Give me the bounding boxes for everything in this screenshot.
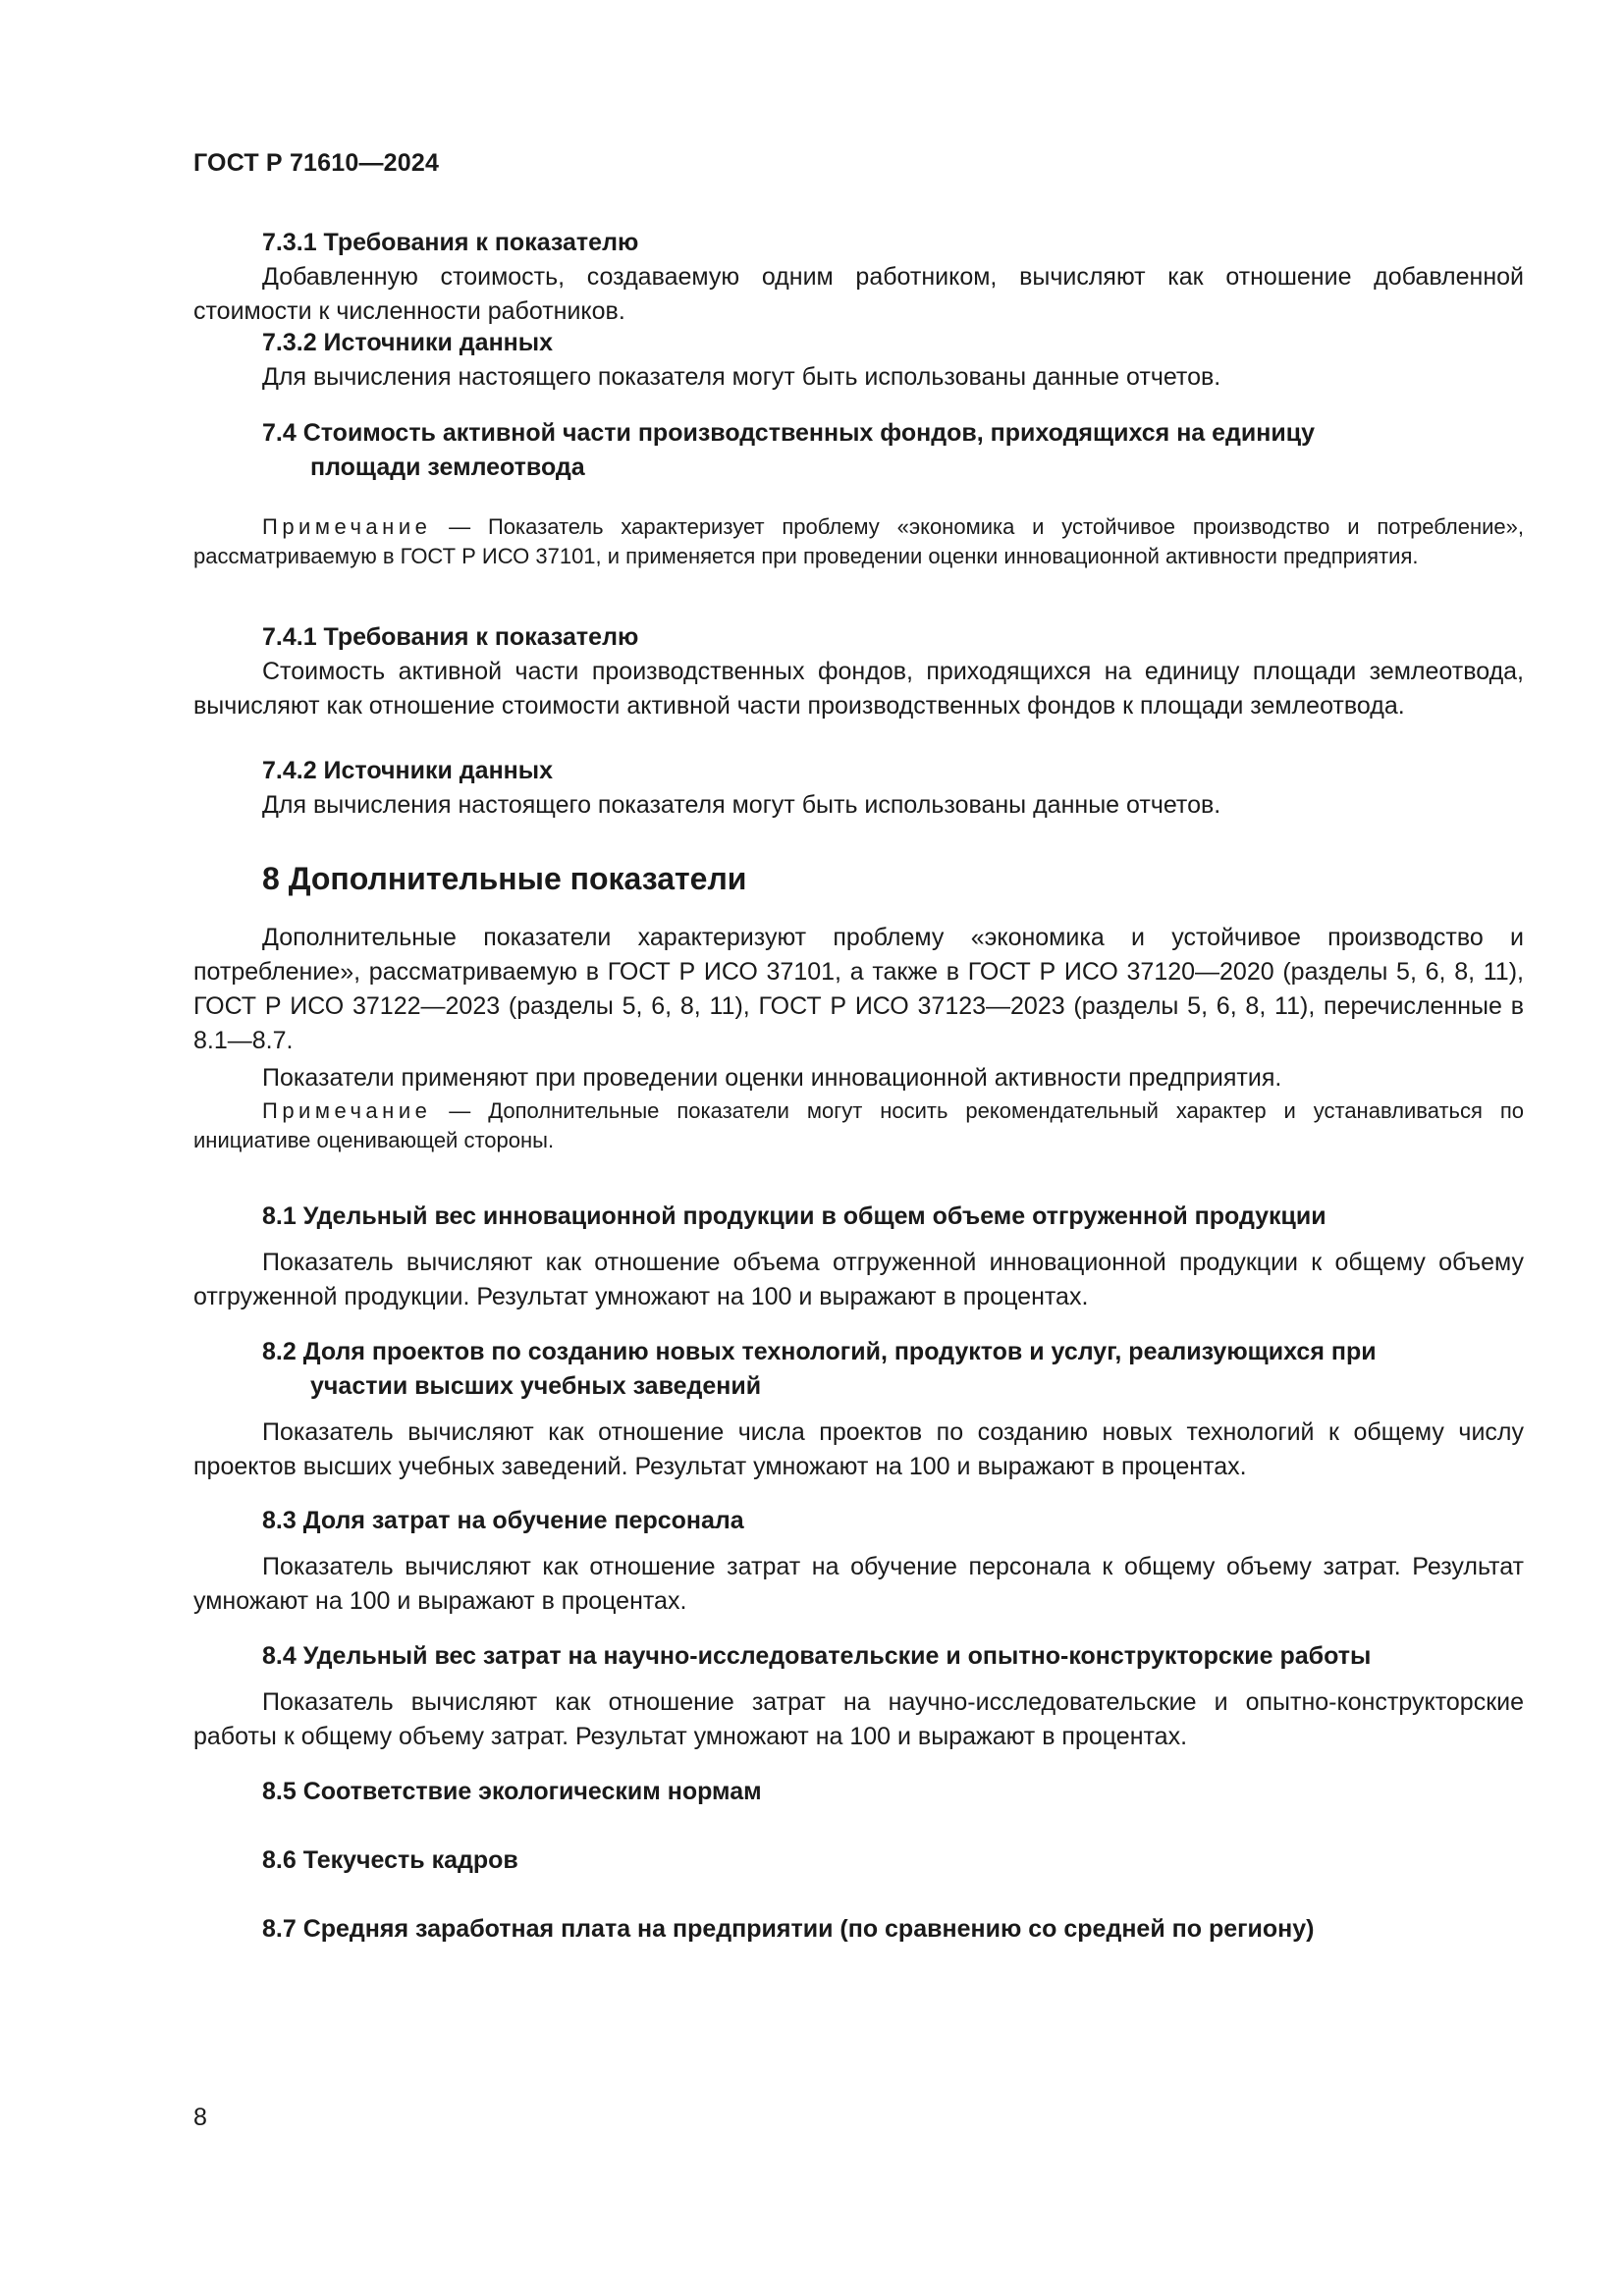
section-8-6-title: 8.6 Текучесть кадров	[262, 1846, 518, 1874]
section-8-3-text: Показатель вычисляют как отношение затрат на обучение персонала к общему объему затрат. Результат умножают на 100 и выражают в процентах.	[193, 1553, 1524, 1615]
section-8-5-title: 8.5 Соответствие экологическим нормам	[262, 1778, 762, 1805]
section-8-note	[193, 1096, 1524, 1155]
section-8-7-title: 8.7 Средняя заработная плата на предприятии (по сравнению со средней по региону)	[262, 1915, 1315, 1943]
section-8-2-text: Показатель вычисляют как отношение числа проектов по созданию новых технологий к общему числу проектов высших учебных заведений. Результат умножают на 100 и выражают в процентах.	[193, 1418, 1524, 1480]
section-7-3-1	[193, 226, 1524, 329]
page-number: 8	[193, 2104, 207, 2131]
section-8-4-title: 8.4 Удельный вес затрат на научно-исследовательские и опытно-конструкторские работы	[262, 1642, 1372, 1670]
section-8-6	[193, 1843, 1524, 1878]
section-7-4-note	[193, 512, 1524, 571]
section-8-7	[193, 1912, 1524, 1947]
section-8	[193, 859, 1524, 898]
section-7-4-1-title: 7.4.1 Требования к показателю	[262, 623, 639, 651]
section-7-4-1	[193, 620, 1524, 723]
section-8-5	[193, 1775, 1524, 1809]
section-8-1-text: Показатель вычисляют как отношение объема отгруженной инновационной продукции к общему объему отгруженной продукции. Результат умножают на 100 и выражают в процентах.	[193, 1249, 1524, 1310]
section-7-3-2	[193, 326, 1524, 395]
section-7-3-2-title: 7.3.2 Источники данных	[262, 329, 554, 356]
section-7-3-2-text: Для вычисления настоящего показателя могут быть использованы данные отчетов.	[262, 363, 1221, 391]
section-8-3-title: 8.3 Доля затрат на обучение персонала	[262, 1507, 744, 1534]
note-label: Примечание	[262, 1098, 432, 1123]
section-7-4-title-line2: площади землеотвода	[310, 454, 585, 481]
note-label: Примечание	[262, 514, 432, 539]
note-text: — Показатель характеризует проблему «экономика и устойчивое производство и потребление», рассматриваемую в ГОСТ Р ИСО 37101, и применяется при проведении оценки инновационной активности предприятия.	[193, 514, 1524, 568]
section-7-4	[193, 416, 1524, 485]
document-code: ГОСТ Р 71610—2024	[193, 149, 440, 177]
section-8-2-title-line2: участии высших учебных заведений	[310, 1372, 762, 1400]
section-8-2-title-line1: 8.2 Доля проектов по созданию новых технологий, продуктов и услуг, реализующихся при	[262, 1338, 1377, 1365]
section-7-4-1-text: Стоимость активной части производственных фондов, приходящихся на единицу площади землеотвода, вычисляют как отношение стоимости активной части производственных фондов к площади землеотвода.	[193, 658, 1524, 720]
section-7-4-2-text: Для вычисления настоящего показателя могут быть использованы данные отчетов.	[262, 791, 1221, 819]
section-8-paragraph-1: Дополнительные показатели характеризуют проблему «экономика и устойчивое производство и потребление», рассматриваемую в ГОСТ Р ИСО 37101, а также в ГОСТ Р ИСО 37120—2020 (разделы 5, 6, 8, 11), ГОСТ Р ИСО 37122—2023 (разделы 5, 6, 8, 11), ГОСТ Р ИСО 37123—2023 (разделы 5, 6, 8, 11), перечисленные в 8.1—8.7.	[193, 924, 1524, 1054]
section-8-2	[193, 1335, 1524, 1484]
section-7-4-2	[193, 754, 1524, 823]
section-8-4	[193, 1639, 1524, 1754]
section-8-title: 8 Дополнительные показатели	[262, 861, 747, 896]
section-8-paragraph-2: Показатели применяют при проведении оценки инновационной активности предприятия.	[262, 1064, 1282, 1092]
section-8-4-text: Показатель вычисляют как отношение затрат на научно-исследовательские и опытно-конструкторские работы к общему объему затрат. Результат умножают на 100 и выражают в процентах.	[193, 1688, 1524, 1750]
section-7-4-title-line1: 7.4 Стоимость активной части производственных фондов, приходящихся на единицу	[262, 419, 1316, 447]
section-7-3-1-title: 7.3.1 Требования к показателю	[262, 229, 639, 256]
section-8-1	[193, 1200, 1524, 1314]
note-text: — Дополнительные показатели могут носить рекомендательный характер и устанавливаться по инициативе оценивающей стороны.	[193, 1098, 1524, 1152]
section-8-3	[193, 1504, 1524, 1619]
section-7-3-1-text: Добавленную стоимость, создаваемую одним работником, вычисляют как отношение добавленной стоимости к численности работников.	[193, 263, 1524, 325]
section-8-1-title: 8.1 Удельный вес инновационной продукции в общем объеме отгруженной продукции	[262, 1202, 1326, 1230]
section-7-4-2-title: 7.4.2 Источники данных	[262, 757, 554, 784]
section-8-body	[193, 921, 1524, 1095]
